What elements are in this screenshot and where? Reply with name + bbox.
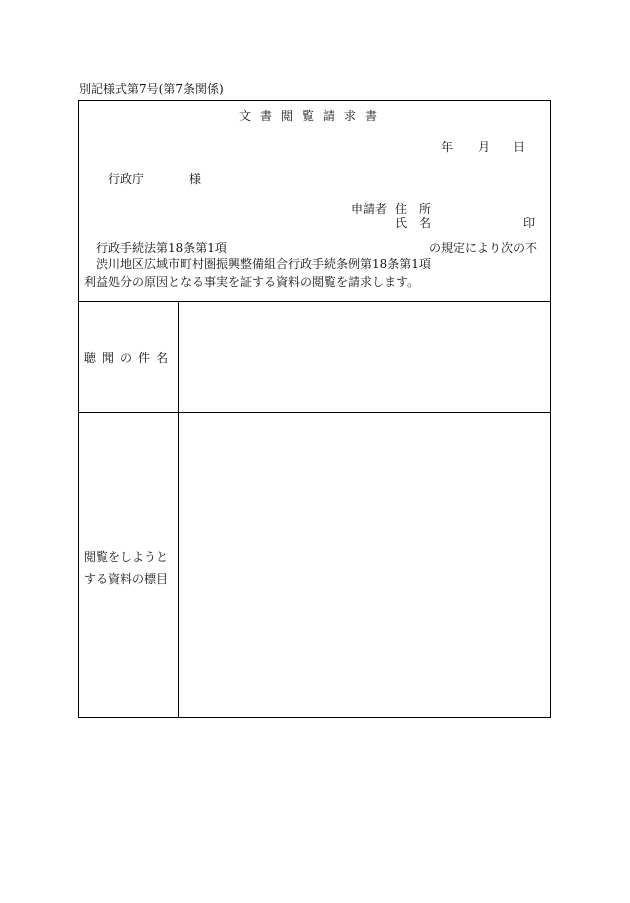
materials-label-line2: する資料の標目 xyxy=(84,572,169,586)
basis-request-sentence: 利益処分の原因となる事実を証する資料の閲覧を請求します。 xyxy=(84,275,420,289)
materials-label-line1: 閲覧をしようと xyxy=(84,550,169,564)
request-form xyxy=(78,100,551,718)
addressee-office: 行政庁 xyxy=(108,172,145,186)
form-title: 文書閲覧請求書 xyxy=(239,109,387,123)
hearing-case-label: 聴聞の件名 xyxy=(84,351,175,365)
materials-title-label xyxy=(84,546,180,590)
basis-law-clause: 行政手続法第18条第1項 xyxy=(96,241,227,255)
basis-tail-text: の規定により次の不 xyxy=(429,241,538,255)
column-divider xyxy=(178,301,179,717)
seal-mark: 印 xyxy=(523,216,536,230)
applicant-name-label: 氏 名 xyxy=(395,216,432,230)
hearing-case-field[interactable] xyxy=(180,303,550,411)
applicant-address-label: 住 所 xyxy=(395,202,432,216)
row-divider-top xyxy=(79,301,550,302)
materials-title-field[interactable] xyxy=(180,414,550,716)
date-year-label: 年 xyxy=(441,140,454,154)
date-day-label: 日 xyxy=(513,140,526,154)
basis-ordinance-clause: 渋川地区広域市町村圏振興整備組合行政手続条例第18条第1項 xyxy=(96,257,431,271)
row-divider-middle xyxy=(79,412,550,413)
applicant-role-label: 申請者 xyxy=(351,202,388,216)
form-number: 別記様式第7号(第7条関係) xyxy=(79,82,224,96)
date-month-label: 月 xyxy=(478,140,491,154)
addressee-honorific: 様 xyxy=(189,172,202,186)
